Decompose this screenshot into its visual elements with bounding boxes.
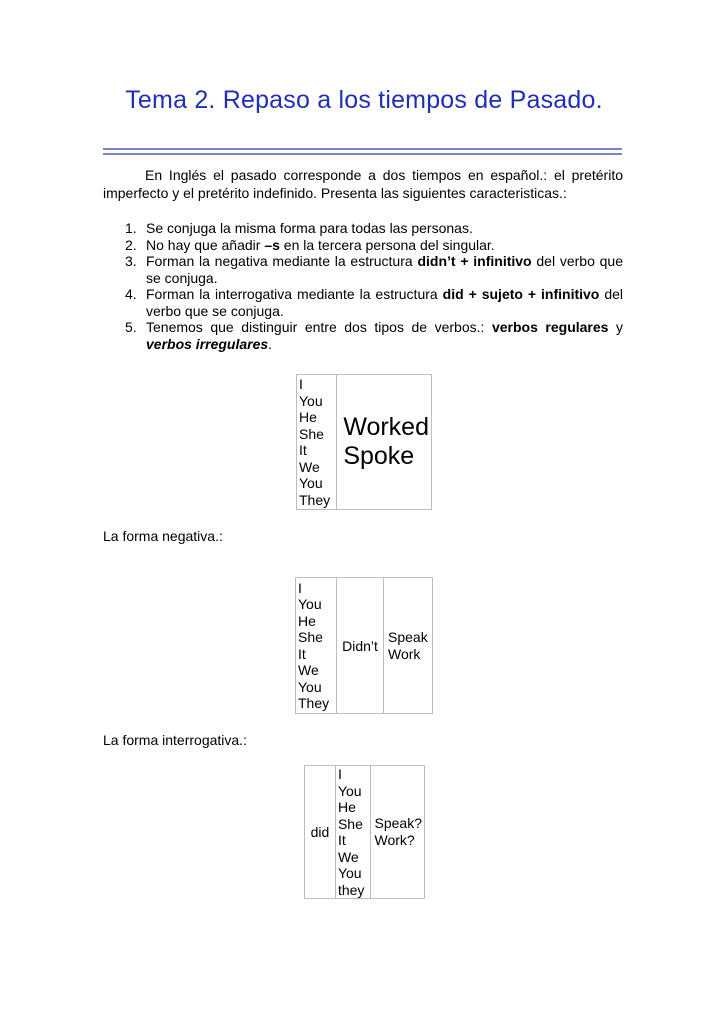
list-bold-italic-text: verbos irregulares bbox=[146, 335, 269, 352]
verb: Speak? bbox=[374, 815, 422, 831]
pronoun: You bbox=[298, 678, 322, 695]
list-number: 5. bbox=[125, 319, 137, 335]
list-bold-text: didn’t + infinitivo bbox=[417, 253, 532, 269]
verb: Spoke bbox=[343, 442, 415, 470]
list-text: y bbox=[608, 319, 623, 335]
pronoun: They bbox=[299, 491, 331, 508]
pronoun: They bbox=[298, 695, 330, 711]
list-text: del verbo que se conjuga. bbox=[146, 253, 623, 286]
pronoun: We bbox=[337, 848, 359, 865]
list-text: Forman la interrogativa mediante la estructura bbox=[146, 286, 443, 302]
intro-text: En Inglés el pasado corresponde a dos tiempos en español.: el pretérito imperfecto y el pretérito indefinido. Presenta las siguientes caracteristicas.: bbox=[103, 167, 623, 201]
pronoun: I bbox=[299, 376, 303, 392]
list-text: en la tercera persona del singular. bbox=[279, 236, 495, 253]
pronoun: It bbox=[298, 645, 306, 662]
list-bold-text: verbos regulares bbox=[491, 319, 609, 335]
negative-table bbox=[295, 577, 433, 714]
pronoun-column bbox=[297, 375, 337, 510]
auxiliary-cell: did bbox=[305, 766, 336, 899]
pronoun: It bbox=[299, 442, 307, 458]
verb: Work? bbox=[374, 832, 415, 848]
page-title: Tema 2. Repaso a los tiempos de Pasado. bbox=[125, 86, 603, 114]
verb-column bbox=[370, 766, 424, 899]
pronoun: You bbox=[299, 392, 323, 409]
pronoun: It bbox=[337, 832, 346, 848]
list-bold-text: –s bbox=[264, 236, 280, 253]
auxiliary-cell: Didn’t bbox=[337, 578, 384, 714]
pronoun: You bbox=[299, 475, 323, 491]
pronoun: I bbox=[337, 766, 342, 782]
pronoun: We bbox=[298, 662, 319, 678]
list-number: 3. bbox=[125, 253, 137, 269]
interrogative-table bbox=[304, 765, 425, 899]
list-text: No hay que añadir bbox=[146, 236, 265, 253]
pronoun: She bbox=[337, 815, 363, 832]
pronoun: She bbox=[298, 629, 323, 645]
list-text: Tenemos que distinguir entre dos tipos de verbos.: bbox=[146, 319, 492, 335]
pronoun: He bbox=[298, 612, 316, 629]
list-item bbox=[103, 286, 623, 319]
affirmative-table bbox=[296, 374, 432, 510]
verb: Work bbox=[388, 645, 421, 662]
list-item bbox=[103, 220, 623, 237]
interrogative-label: La forma interrogativa.: bbox=[103, 732, 247, 748]
pronoun: You bbox=[298, 596, 322, 612]
list-bold-text: did + sujeto + infinitivo bbox=[442, 286, 600, 302]
verb: Speak bbox=[388, 628, 428, 645]
list-item bbox=[103, 253, 623, 286]
pronoun: We bbox=[299, 458, 320, 475]
list-item bbox=[103, 319, 623, 352]
pronoun: He bbox=[337, 799, 356, 815]
pronoun-column bbox=[335, 766, 370, 899]
list-text: . bbox=[268, 335, 273, 352]
negative-label: La forma negativa.: bbox=[103, 528, 223, 544]
title-divider-top bbox=[103, 148, 622, 150]
list-text: Forman la negativa mediante la estructura bbox=[146, 253, 418, 269]
list-number: 4. bbox=[125, 286, 137, 302]
pronoun: You bbox=[337, 865, 362, 881]
verb: Worked bbox=[343, 413, 429, 441]
characteristics-list bbox=[103, 220, 623, 352]
pronoun: He bbox=[299, 409, 317, 425]
pronoun: You bbox=[337, 782, 362, 799]
verb-column bbox=[384, 578, 433, 714]
title-divider-bottom bbox=[103, 153, 622, 155]
pronoun: they bbox=[337, 881, 365, 898]
pronoun: I bbox=[298, 579, 302, 596]
list-item bbox=[103, 237, 623, 254]
list-number: 2. bbox=[125, 236, 137, 253]
pronoun: She bbox=[299, 425, 324, 442]
list-text: Se conjuga la misma forma para todas las personas. bbox=[146, 220, 473, 236]
list-text: del verbo que se conjuga. bbox=[146, 286, 623, 319]
list-number: 1. bbox=[125, 220, 137, 236]
pronoun-column bbox=[296, 578, 337, 714]
intro-paragraph bbox=[103, 166, 623, 202]
verb-column bbox=[337, 375, 432, 510]
